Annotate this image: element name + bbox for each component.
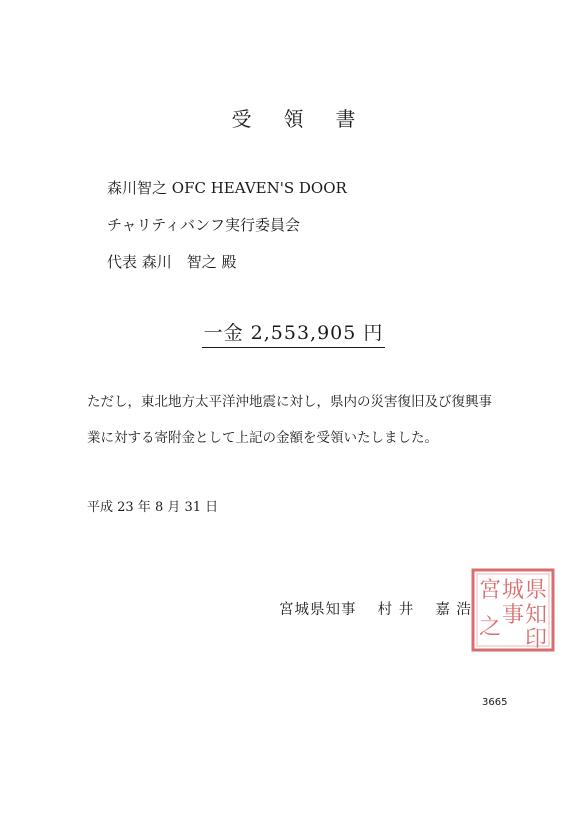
svg-text:県: 県 bbox=[524, 578, 548, 603]
recipient-line-1: 森川智之 OFC HEAVEN'S DOOR bbox=[107, 179, 347, 197]
svg-text:宮: 宮 bbox=[478, 578, 502, 603]
svg-text:事: 事 bbox=[501, 603, 525, 628]
title-char-1: 受 bbox=[231, 107, 252, 131]
amount-text: 一金 2,553,905 円 bbox=[202, 318, 386, 348]
svg-text:城: 城 bbox=[501, 578, 525, 603]
title-char-3: 書 bbox=[335, 107, 356, 131]
issue-date: 平成 23 年 8 月 31 日 bbox=[87, 500, 219, 515]
document-number: 3665 bbox=[482, 697, 508, 708]
amount-block bbox=[0, 318, 587, 348]
title-char-2: 領 bbox=[283, 107, 304, 131]
recipient-line-3: 代表 森川 智之 殿 bbox=[107, 253, 237, 271]
recipient-line-2: チャリティバンフ実行委員会 bbox=[107, 216, 301, 234]
signer-name: 宮城県知事 村 井 嘉 浩 bbox=[279, 602, 472, 618]
document-title bbox=[0, 103, 587, 132]
body-line-1: ただし，東北地方太平洋沖地震に対し，県内の災害復旧及び復興事 bbox=[87, 394, 492, 410]
official-seal-stamp bbox=[470, 567, 556, 653]
svg-text:印: 印 bbox=[524, 627, 548, 652]
svg-text:之: 之 bbox=[478, 615, 502, 640]
svg-text:知: 知 bbox=[524, 603, 548, 628]
body-line-2: 業に対する寄附金として上記の金額を受領いたしました。 bbox=[87, 430, 438, 446]
